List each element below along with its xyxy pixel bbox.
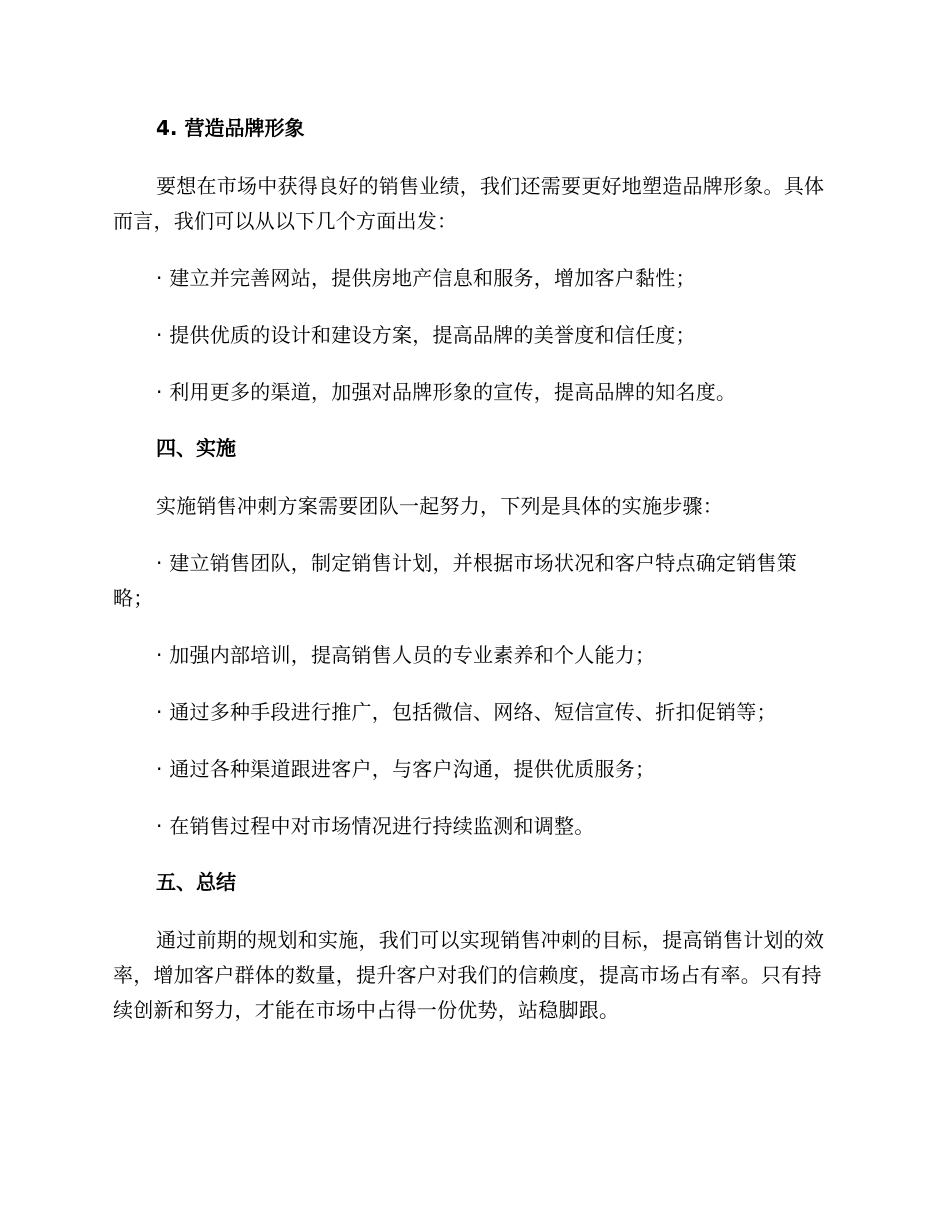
paragraph-summary: 通过前期的规划和实施，我们可以实现销售冲刺的目标，提高销售计划的效率，增加客户群体的数量，提升客户对我们的信赖度，提高市场占有率。只有持续创新和努力，才能在市场中占得一份优势，站稳脚跟。 <box>113 928 825 1022</box>
bullet-item: · 在销售过程中对市场情况进行持续监测和调整。 <box>156 814 595 838</box>
section-heading-implementation: 四、实施 <box>156 436 236 460</box>
bullet-item: · 加强内部培训，提高销售人员的专业素养和个人能力； <box>156 643 656 667</box>
paragraph-brand-intro: 要想在市场中获得良好的销售业绩，我们还需要更好地塑造品牌形象。具体而言，我们可以从以下几个方面出发： <box>113 174 825 233</box>
bullet-item: · 提供优质的设计和建设方案，提高品牌的美誉度和信任度； <box>156 323 696 347</box>
bullet-item: · 建立销售团队，制定销售计划，并根据市场状况和客户特点确定销售策略； <box>113 551 797 610</box>
bullet-item: · 利用更多的渠道，加强对品牌形象的宣传，提高品牌的知名度。 <box>156 380 737 404</box>
bullet-item: · 通过多种手段进行推广，包括微信、网络、短信宣传、折扣促销等； <box>156 700 777 724</box>
bullet-item: · 建立并完善网站，提供房地产信息和服务，增加客户黏性； <box>156 266 696 290</box>
section-heading-summary: 五、总结 <box>156 870 236 894</box>
section-heading-brand-image: 4. 营造品牌形象 <box>156 116 305 140</box>
document-body <box>113 112 833 1050</box>
bullet-item: · 通过各种渠道跟进客户，与客户沟通，提供优质服务； <box>156 757 656 781</box>
paragraph-implementation-intro: 实施销售冲刺方案需要团队一起努力，下列是具体的实施步骤： <box>156 494 723 518</box>
